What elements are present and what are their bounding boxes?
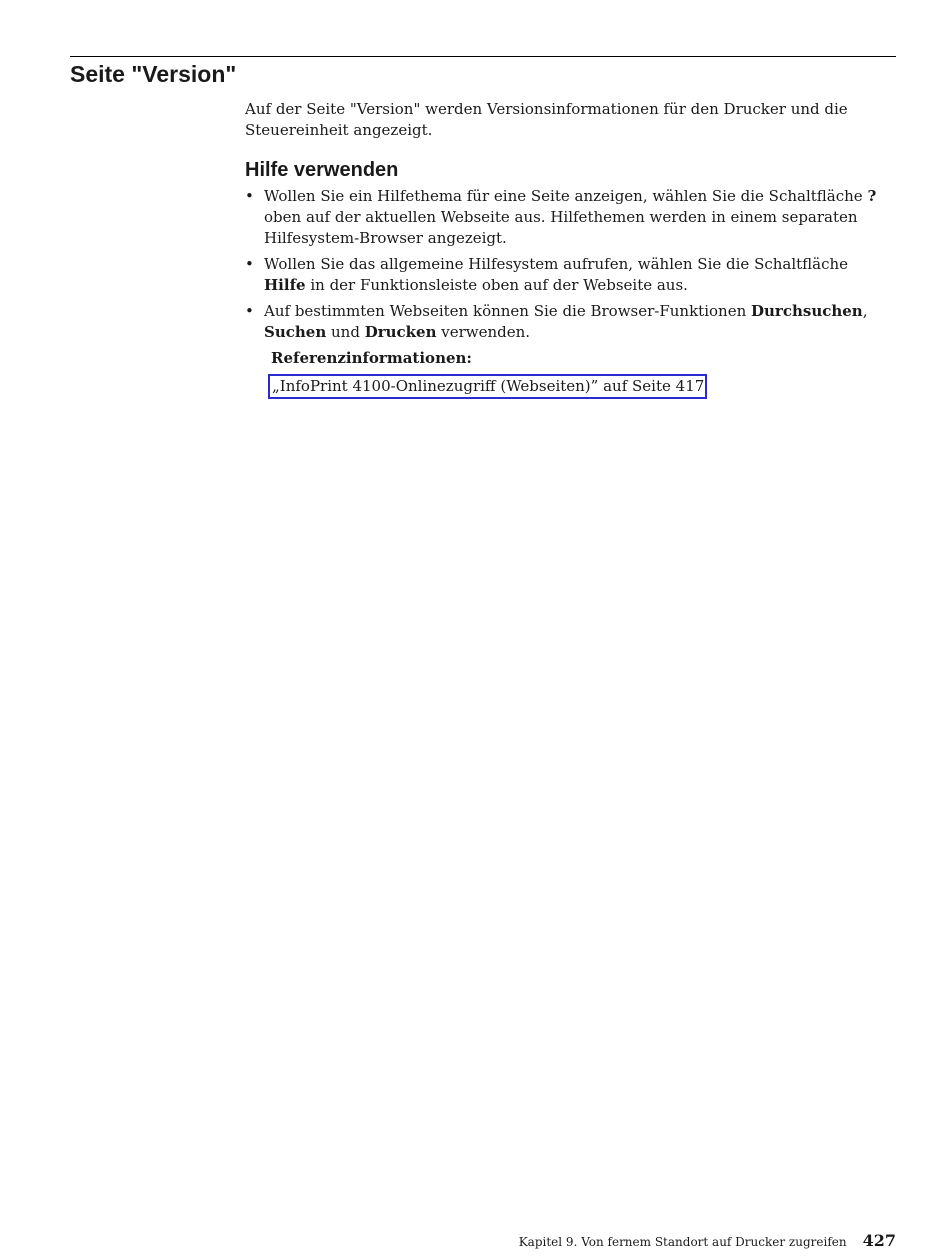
help-list-item — [245, 254, 890, 296]
help-list — [245, 186, 890, 343]
page-title: Seite "Version" — [70, 61, 237, 87]
help-heading: Hilfe verwenden — [245, 159, 399, 181]
bullet-icon: • — [245, 255, 254, 273]
help-list-item — [245, 301, 890, 343]
help-item-text: Auf bestimmten Webseiten können Sie die Browser-Funktionen — [264, 302, 752, 320]
help-item-button-name: ? — [867, 187, 877, 205]
reference-link[interactable]: „InfoPrint 4100-Onlinezugriff (Webseiten)” auf Seite 417 — [268, 374, 707, 399]
help-item-text: verwenden. — [436, 323, 531, 341]
reference-heading: Referenzinformationen: — [271, 349, 472, 367]
body-column — [245, 99, 890, 399]
page-number: 427 — [862, 1231, 896, 1250]
help-item-button-name: Hilfe — [264, 276, 306, 294]
help-item-text: Wollen Sie ein Hilfethema für eine Seite anzeigen, wählen Sie die Schaltfläche — [264, 187, 868, 205]
help-item-text: oben auf der aktuellen Webseite aus. Hilfethemen werden in einem separaten Hilfesystem-Browser angezeigt. — [264, 208, 858, 247]
help-item-text: in der Funktionsleiste oben auf der Webseite aus. — [305, 276, 688, 294]
help-item-function-name: Suchen — [264, 323, 327, 341]
help-item-function-name: Drucken — [364, 323, 437, 341]
reference-block — [271, 348, 890, 399]
footer-chapter-title: Kapitel 9. Von fernem Standort auf Drucker zugreifen — [518, 1235, 847, 1249]
bullet-icon: • — [245, 302, 254, 320]
help-list-item — [245, 186, 890, 249]
help-item-function-name: Durchsuchen — [751, 302, 863, 320]
bullet-icon: • — [245, 187, 254, 205]
help-item-text: , — [862, 302, 868, 320]
intro-paragraph: Auf der Seite "Version" werden Versionsinformationen für den Drucker und die Steuereinheit angezeigt. — [245, 100, 848, 139]
help-item-text: und — [326, 323, 365, 341]
page-footer — [519, 1231, 896, 1252]
top-divider — [70, 56, 896, 57]
help-item-text: Wollen Sie das allgemeine Hilfesystem aufrufen, wählen Sie die Schaltfläche — [264, 255, 849, 273]
